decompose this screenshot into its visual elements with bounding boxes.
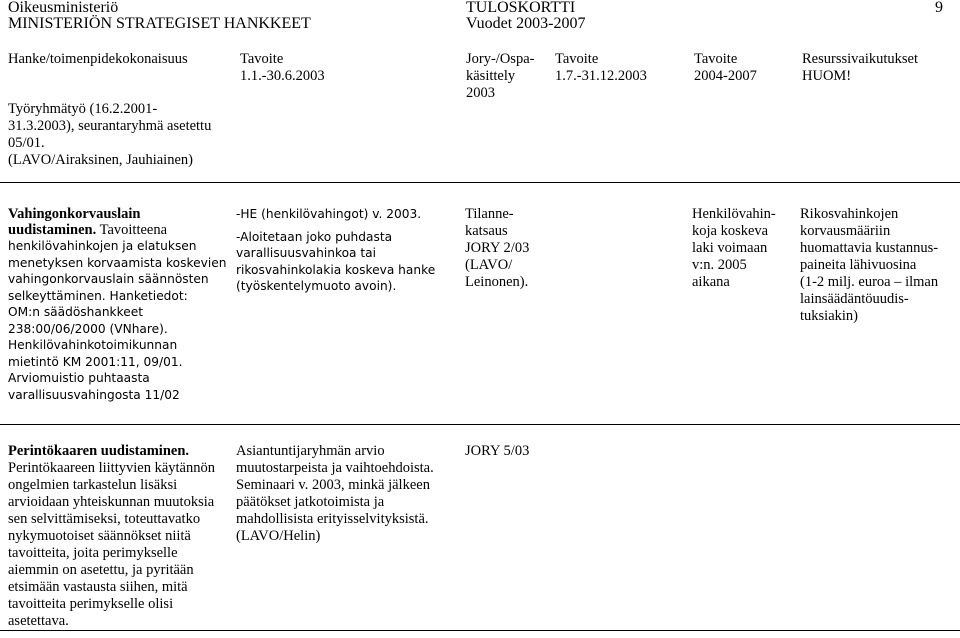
row1-project-title: Vahingonkorvauslain: [8, 206, 141, 222]
column-header-resources: Resurssivaikutukset HUOM!: [802, 51, 918, 84]
row-divider-bottom: [0, 630, 960, 631]
card-title: TULOSKORTTI: [466, 0, 576, 16]
column-header-project: Hanke/toimenpidekokonaisuus: [8, 51, 188, 67]
row1-project: Vahingonkorvauslain uudistaminen. Tavoitteena henkilövahinkojen ja elatuksen menetyksen korvaamista koskevien vahingonkorvauslain säännösten selkeyttäminen. Hanketiedot: OM:n säädöshankkeet 238:00/06/2000 (VNhare). Henkilövahinkotoimikunnan mietintö KM 2001:11, 09/01. Arviomuistio puhtaasta varallisuusvahingosta 11/02: [8, 206, 227, 402]
project-group-title: MINISTERIÖN STRATEGISET HANKKEET: [8, 15, 311, 32]
row2-project-title: Perintökaaren uudistaminen.: [8, 443, 190, 459]
row1-goal3: Henkilövahin- koja koskeva laki voimaan v:n. 2005 aikana: [692, 206, 776, 290]
row2-goal1: Asiantuntijaryhmän arvio muutostarpeista ja vaihtoehdoista. Seminaari v. 2003, minkä jälkeen päätökset jatkotoimista ja mahdollisista erityisselvityksistä. (LAVO/Helin): [236, 443, 434, 544]
row1-resources: Rikosvahinkojen korvausmääriin huomattavia kustannus- paineita lähivuosina (1-2 milj. euroa – ilman lainsäädäntöuudis- tuksiakin): [800, 206, 939, 324]
row-divider-middle: [0, 424, 960, 425]
intro-text: Työryhmätyö (16.2.2001- 31.3.2003), seurantaryhmä asetettu 05/01. (LAVO/Airaksinen, Jauhiainen): [8, 101, 212, 168]
ministry-name: Oikeusministeriö: [8, 0, 119, 16]
row1-goal1: -HE (henkilövahingot) v. 2003. -Aloitetaan joko puhdasta varallisuusvahinkoa tai rikosvahinkolakia koskeva hanke (työskentelymuoto avoin).: [236, 207, 436, 293]
column-header-goal1: Tavoite 1.1.-30.6.2003: [240, 51, 325, 84]
page-number: 9: [935, 0, 943, 16]
column-header-goal3: Tavoite 2004-2007: [694, 51, 757, 84]
column-header-jory: Jory-/Ospa- käsittely 2003: [466, 51, 535, 101]
row-divider-top: [0, 182, 960, 183]
row2-jory: JORY 5/03: [465, 443, 530, 459]
years-range: Vuodet 2003-2007: [466, 15, 586, 32]
row1-jory: Tilanne- katsaus JORY 2/03 (LAVO/ Leinonen).: [465, 206, 530, 290]
column-header-goal2: Tavoite 1.7.-31.12.2003: [555, 51, 647, 84]
row2-project: Perintökaaren uudistaminen. Perintökaareen liittyvien käytännön ongelmien tarkastelun lisäksi arvioidaan yhteiskunnan muutoksia sen selvittämiseksi, toteuttavatko nykymuotoiset säännökset niitä tavoitteita, joita perimykselle aiemmin on asetettu, ja pyritään etsimään vastausta siihen, mitä tavoitteita perimykselle olisi asetettava.: [8, 443, 215, 629]
